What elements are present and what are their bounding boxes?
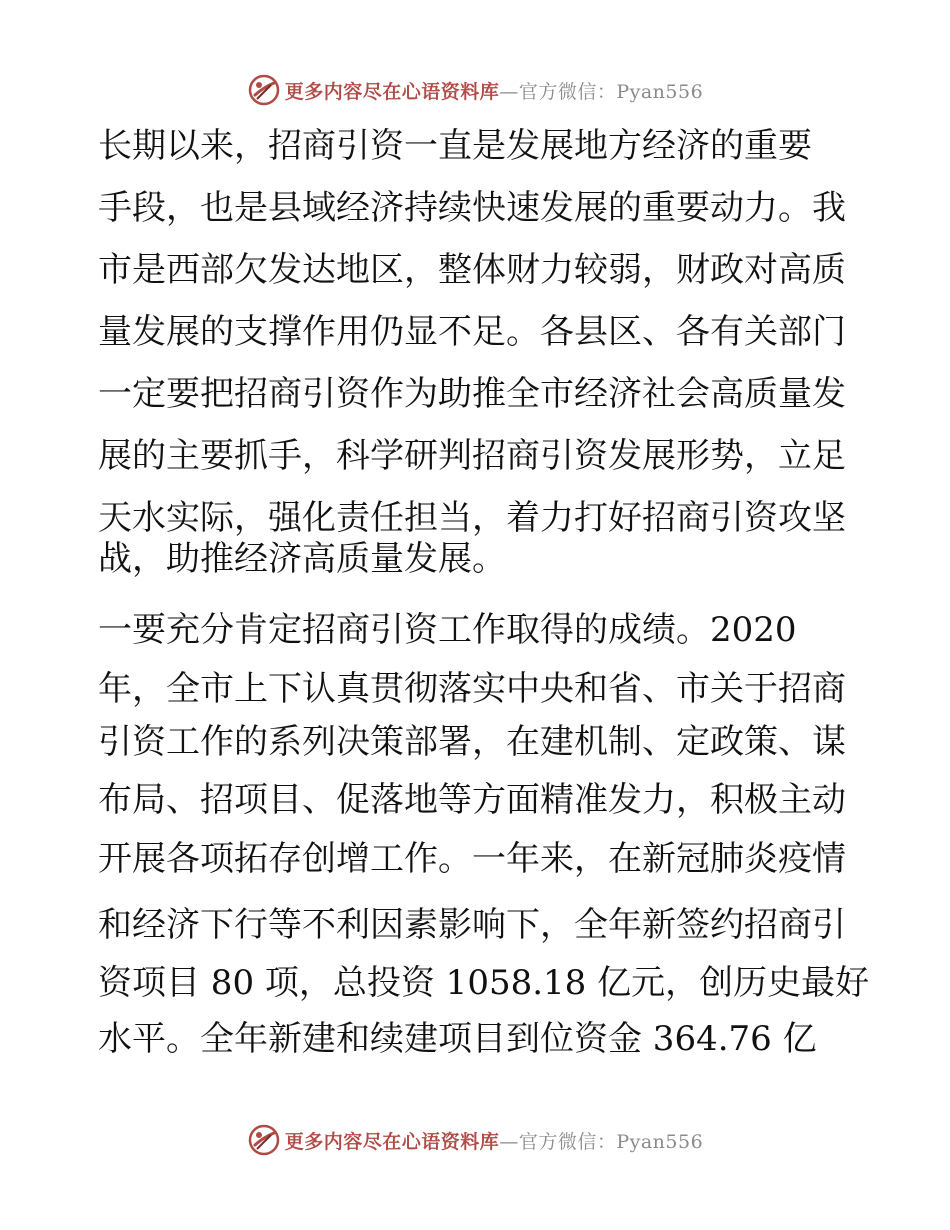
- paragraph-line: 手段，也是县域经济持续快速发展的重要动力。我: [98, 188, 846, 228]
- watermark-text: [285, 1127, 703, 1154]
- watermark-main: 更多内容尽在心语资料库: [284, 80, 500, 103]
- paragraph-line: 资项目 80 项，总投资 1058.18 亿元，创历史最好: [98, 963, 870, 1003]
- watermark-wechat-id: Pyan556: [616, 80, 704, 103]
- paragraph-line: 一定要把招商引资作为助推全市经济社会高质量发: [98, 374, 846, 414]
- watermark-wechat-id: Pyan556: [616, 1130, 704, 1153]
- paragraph-line: 长期以来，招商引资一直是发展地方经济的重要: [98, 126, 812, 166]
- paragraph-line: 和经济下行等不利因素影响下，全年新签约招商引: [98, 905, 846, 945]
- paragraph-line: 引资工作的系列决策部署，在建机制、定政策、谋: [98, 722, 846, 762]
- watermark-main: 更多内容尽在心语资料库: [284, 1130, 500, 1153]
- paragraph-line: 展的主要抓手，科学研判招商引资发展形势，立足: [98, 436, 846, 476]
- paragraph-line: 开展各项拓存创增工作。一年来，在新冠肺炎疫情: [98, 839, 846, 879]
- book-pen-logo-icon: [247, 1123, 281, 1157]
- paragraph-line: 战，助推经济高质量发展。: [98, 539, 506, 579]
- paragraph-line: 布局、招项目、促落地等方面精准发力，积极主动: [98, 780, 846, 820]
- paragraph-line: 量发展的支撑作用仍显不足。各县区、各有关部门: [98, 312, 846, 352]
- paragraph-line: 天水实际，强化责任担当，着力打好招商引资攻坚: [98, 498, 846, 538]
- footer-watermark-banner: [0, 1120, 950, 1160]
- paragraph-line: 一要充分肯定招商引资工作取得的成绩。2020: [98, 610, 797, 650]
- watermark-separator: —官方微信：: [499, 1130, 617, 1153]
- paragraph-line: 市是西部欠发达地区，整体财力较弱，财政对高质: [98, 250, 846, 290]
- paragraph-line: 水平。全年新建和续建项目到位资金 364.76 亿: [98, 1019, 817, 1059]
- watermark-separator: —官方微信：: [499, 80, 617, 103]
- paragraph-line: 年，全市上下认真贯彻落实中央和省、市关于招商: [98, 669, 846, 709]
